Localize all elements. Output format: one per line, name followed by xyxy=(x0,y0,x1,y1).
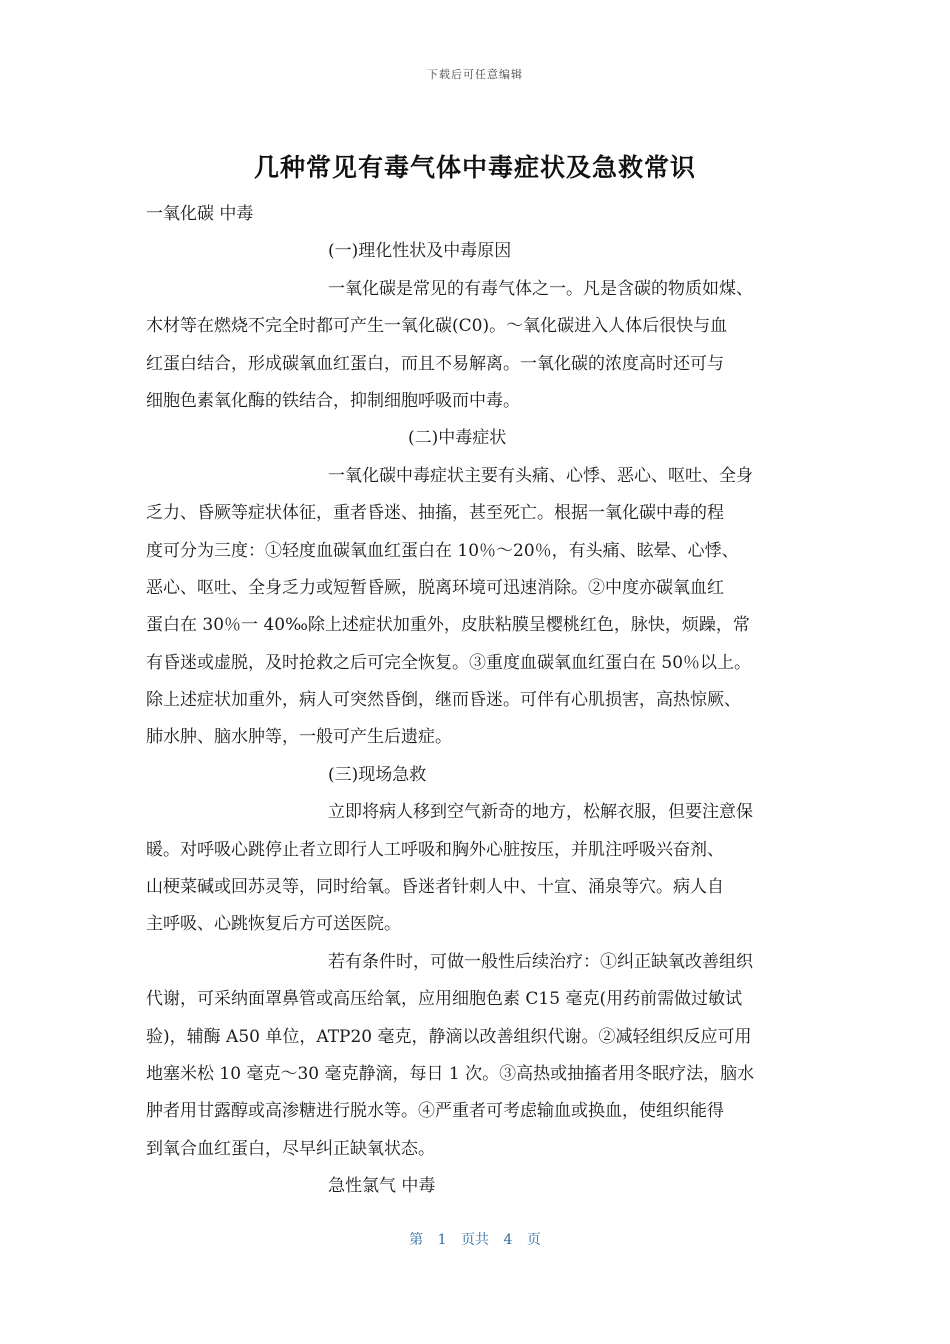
text-line: 有昏迷或虚脱，及时抢救之后可完全恢复。③重度血碳氧血红蛋白在 50％以上。 xyxy=(146,652,752,673)
text-line: 暖。对呼吸心跳停止者立即行人工呼吸和胸外心脏按压，并肌注呼吸兴奋剂、 xyxy=(146,839,724,860)
text-line: 除上述症状加重外，病人可突然昏倒，继而昏迷。可伴有心肌损害，高热惊厥、 xyxy=(146,690,741,711)
text-line: 一氧化碳 中毒 xyxy=(146,204,254,224)
text-line: 红蛋白结合，形成碳氧血红蛋白，而且不易解离。一氧化碳的浓度高时还可与 xyxy=(146,353,724,374)
footer-prefix: 第 xyxy=(409,1232,424,1248)
text-line: 恶心、呕吐、全身乏力或短暂昏厥，脱离环境可迅速消除。②中度亦碳氧血红 xyxy=(146,577,724,598)
text-line: 立即将病人移到空气新奇的地方，松解衣服，但要注意保 xyxy=(328,802,753,823)
text-line: 蛋白在 30％一 40‰除上述症状加重外，皮肤粘膜呈樱桃红色，脉快，烦躁，常 xyxy=(146,615,750,636)
text-line: 主呼吸、心跳恢复后方可送医院。 xyxy=(146,914,401,935)
text-line: 验)，辅酶 A50 单位，ATP20 毫克，静滴以改善组织代谢。②减轻组织反应可用 xyxy=(146,1026,752,1047)
text-line: 细胞色素氧化酶的铁结合，抑制细胞呼吸而中毒。 xyxy=(146,390,520,411)
text-line: 山梗菜碱或回苏灵等，同时给氧。昏迷者针刺人中、十宣、涌泉等穴。病人自 xyxy=(146,877,724,898)
footer-suffix: 页 xyxy=(526,1232,541,1248)
text-line: 一氧化碳是常见的有毒气体之一。凡是含碳的物质如煤、 xyxy=(328,278,753,299)
text-line: 肺水肿、脑水肿等，一般可产生后遗症。 xyxy=(146,727,452,748)
text-line: 到氧合血红蛋白，尽早纠正缺氧状态。 xyxy=(146,1138,435,1159)
document-body xyxy=(146,196,810,1206)
page-title: 几种常见有毒气体中毒症状及急救常识 xyxy=(253,153,696,182)
text-line: (二)中毒症状 xyxy=(408,428,507,449)
footer-middle: 页共 xyxy=(461,1232,489,1248)
text-line: 木材等在燃烧不完全时都可产生一氧化碳(C0)。～氧化碳进入人体后很快与血 xyxy=(146,316,728,337)
text-line: 一氧化碳中毒症状主要有头痛、心悸、恶心、呕吐、全身 xyxy=(328,465,753,486)
footer-total-pages: 4 xyxy=(503,1232,513,1248)
text-line: 肿者用甘露醇或高渗糖进行脱水等。④严重者可考虑输血或换血，使组织能得 xyxy=(146,1101,724,1122)
footer-page-number: 1 xyxy=(437,1232,447,1248)
text-line: 急性氯气 中毒 xyxy=(328,1176,436,1197)
text-line: 代谢，可采纳面罩鼻管或高压给氧，应用细胞色素 C15 毫克(用药前需做过敏试 xyxy=(146,989,743,1010)
text-line: 若有条件时，可做一般性后续治疗：①纠正缺氧改善组织 xyxy=(328,951,753,972)
text-line: 乏力、昏厥等症状体征，重者昏迷、抽搐，甚至死亡。根据一氧化碳中毒的程 xyxy=(146,503,724,524)
text-line: 度可分为三度：①轻度血碳氧血红蛋白在 10％～20％，有头痛、眩晕、心悸、 xyxy=(146,540,739,561)
text-line: (一)理化性状及中毒原因 xyxy=(328,241,512,262)
page-header-note: 下载后可任意编辑 xyxy=(427,68,523,81)
text-line: 地塞米松 10 毫克～30 毫克静滴，每日 1 次。③高热或抽搐者用冬眠疗法，脑水 xyxy=(146,1063,755,1084)
text-line: (三)现场急救 xyxy=(328,764,427,785)
page-footer xyxy=(0,1229,950,1249)
